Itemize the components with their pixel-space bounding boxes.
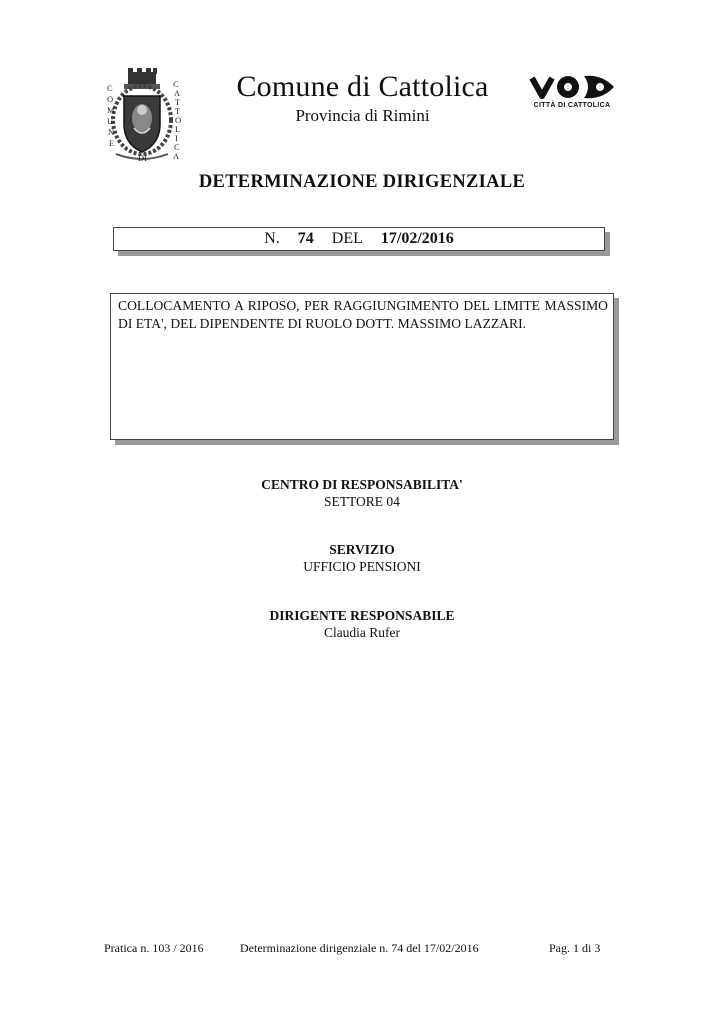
object-box	[110, 293, 614, 440]
crest-letter: A	[173, 151, 180, 161]
object-text: COLLOCAMENTO A RIPOSO, PER RAGGIUNGIMENTO DEL LIMITE MASSIMO DI ETA', DEL DIPENDENTE DI RUOLO DOTT. MASSIMO LAZZARI.	[118, 298, 608, 331]
del-label: DEL	[331, 230, 363, 247]
crest-letter: E	[109, 138, 115, 148]
crest-letter: A	[174, 88, 181, 98]
page-title: Comune di Cattolica	[236, 70, 489, 103]
servizio-value: UFFICIO PENSIONI	[303, 559, 421, 574]
footer-determinazione: Determinazione dirigenziale n. 74 del 17/02/2016	[240, 941, 479, 955]
document-date: 17/02/2016	[380, 230, 454, 247]
number-box	[113, 227, 605, 251]
dirigente-label: DIRIGENTE RESPONSABILE	[269, 608, 455, 623]
crest-letter: O	[107, 94, 114, 104]
crest-letter: L	[175, 124, 181, 134]
footer-pratica: Pratica n. 103 / 2016	[104, 941, 204, 955]
crest-letter: C	[174, 142, 180, 152]
crest-letter: O	[175, 115, 182, 125]
document-heading: DETERMINAZIONE DIRIGENZIALE	[198, 172, 526, 192]
centro-label: CENTRO DI RESPONSABILITA'	[261, 477, 463, 492]
crest-icon	[98, 68, 188, 166]
centro-value: SETTORE 04	[324, 494, 400, 509]
number-label: N.	[264, 230, 280, 247]
brand-text: CITTÀ DI CATTOLICA	[533, 102, 611, 109]
crest-letter: C	[107, 83, 113, 93]
crest-letter: DI	[138, 153, 147, 163]
page-subtitle: Provincia di Rimini	[295, 106, 430, 125]
servizio-label: SERVIZIO	[329, 542, 395, 557]
footer-page-number: Pag. 1 di 3	[549, 941, 601, 955]
crest-letter: C	[173, 79, 179, 89]
crest-letter: I	[175, 133, 178, 143]
crest-letter: M	[107, 105, 115, 115]
dirigente-value: Claudia Rufer	[323, 625, 401, 640]
number-value: 74	[297, 230, 314, 247]
crest-letter: T	[175, 97, 181, 107]
crest-letter: T	[175, 106, 181, 116]
crest-letter: U	[107, 116, 114, 126]
crest-letter: N	[108, 127, 115, 137]
